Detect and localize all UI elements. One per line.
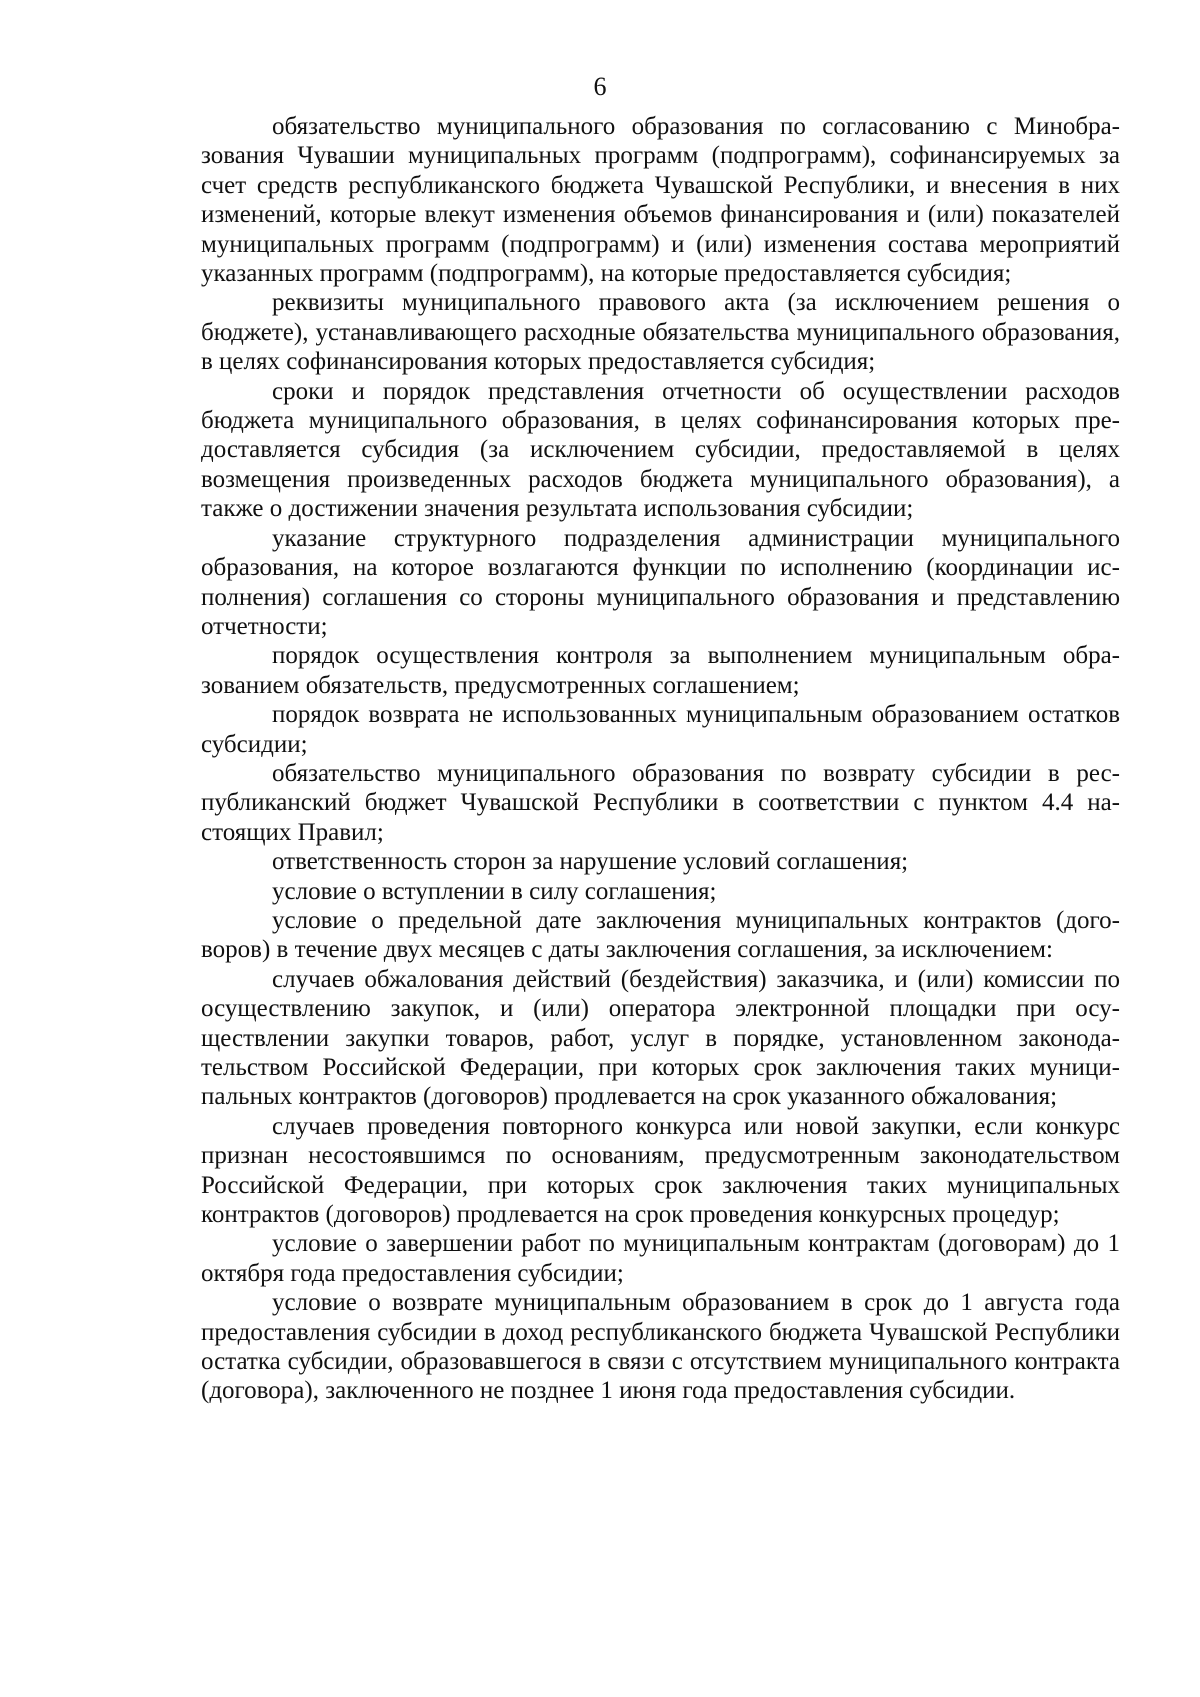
paragraph-liability: ответственность сторон за нарушение условий соглашения;: [272, 848, 909, 876]
paragraph-control-procedure: порядок осуществления контроля за выполнением муниципальным образованием обязательств, предусмотренных соглашением;: [201, 642, 1120, 699]
paragraph-contract-deadline: условие о предельной дате заключения муниципальных контрактов (договоров) в течение двух месяцев с даты заключения соглашения, за исключением:: [201, 906, 1120, 964]
paragraph-responsible-unit: указание структурного подразделения администрации муниципального образования, на которое возлагаются функции по исполнению (координации исполнения) соглашения со стороны муниципального образования и представлению отчетности;: [201, 524, 1120, 640]
paragraph-entry-into-force: условие о вступлении в силу соглашения;: [272, 877, 717, 905]
paragraph-repeat-tender-exception: случаев проведения повторного конкурса или новой закупки, если конкурс признан несостоявшимся по основаниям, предусмотренным законодательством Российской Федерации, при которых срок заключения таких муниципальных контрактов (договоров) продлевается на срок проведения конкурсных процедур;: [201, 1112, 1120, 1229]
paragraph-work-completion: условие о завершении работ по муниципальным контрактам (договорам) до 1 октября года предоставления субсидии;: [201, 1230, 1120, 1287]
paragraph-subsidy-return-obligation: обязательство муниципального образования по возврату субсидии в республиканский бюджет Чувашской Республики в соответствии с пунктом 4.4 настоящих Правил;: [201, 759, 1120, 846]
document-body: [201, 112, 1120, 1406]
paragraph-return-of-remainder: порядок возврата не использованных муниципальным образованием остатков субсидии;: [201, 701, 1120, 758]
paragraph-remainder-return: условие о возврате муниципальным образованием в срок до 1 августа года предоставления субсидии в доход республиканского бюджета Чувашской Республики остатка субсидии, образовавшегося в связи с отсутствием муниципального контракта (договора), заключенного не позднее 1 июня года предоставления субсидии.: [201, 1289, 1120, 1405]
page-number: 6: [593, 72, 607, 101]
paragraph-reporting-terms: сроки и порядок представления отчетности об осуществлении расходов бюджета муниципального образования, в целях софинансирования которых предоставляется субсидия (за исключением субсидии, предоставляемой в целях возмещения произведенных расходов бюджета муниципального образования), а также о достижении значения результата использования субсидии;: [201, 377, 1120, 523]
paragraph-legal-act-details: реквизиты муниципального правового акта (за исключением решения о бюджете), устанавливающего расходные обязательства муниципального образования, в целях софинансирования которых предоставляется субсидия;: [201, 289, 1120, 376]
paragraph-appeal-exception: случаев обжалования действий (бездействия) заказчика, и (или) комиссии по осуществлению закупок, и (или) оператора электронной площадки при осуществлении закупки товаров, работ, услуг в порядке, установленном законодательством Российской Федерации, при которых срок заключения таких муниципальных контрактов (договоров) продлевается на срок указанного обжалования;: [201, 965, 1120, 1111]
paragraph-program-agreement: обязательство муниципального образования по согласованию с Минобразования Чувашии муниципальных программ (подпрограмм), софинансируемых за счет средств республиканского бюджета Чувашской Республики, и внесения в них изменений, которые влекут изменения объемов финансирования и (или) показателей муниципальных программ (подпрограмм) и (или) изменения состава мероприятий указанных программ (подпрограмм), на которые предоставляется субсидия;: [201, 113, 1120, 288]
